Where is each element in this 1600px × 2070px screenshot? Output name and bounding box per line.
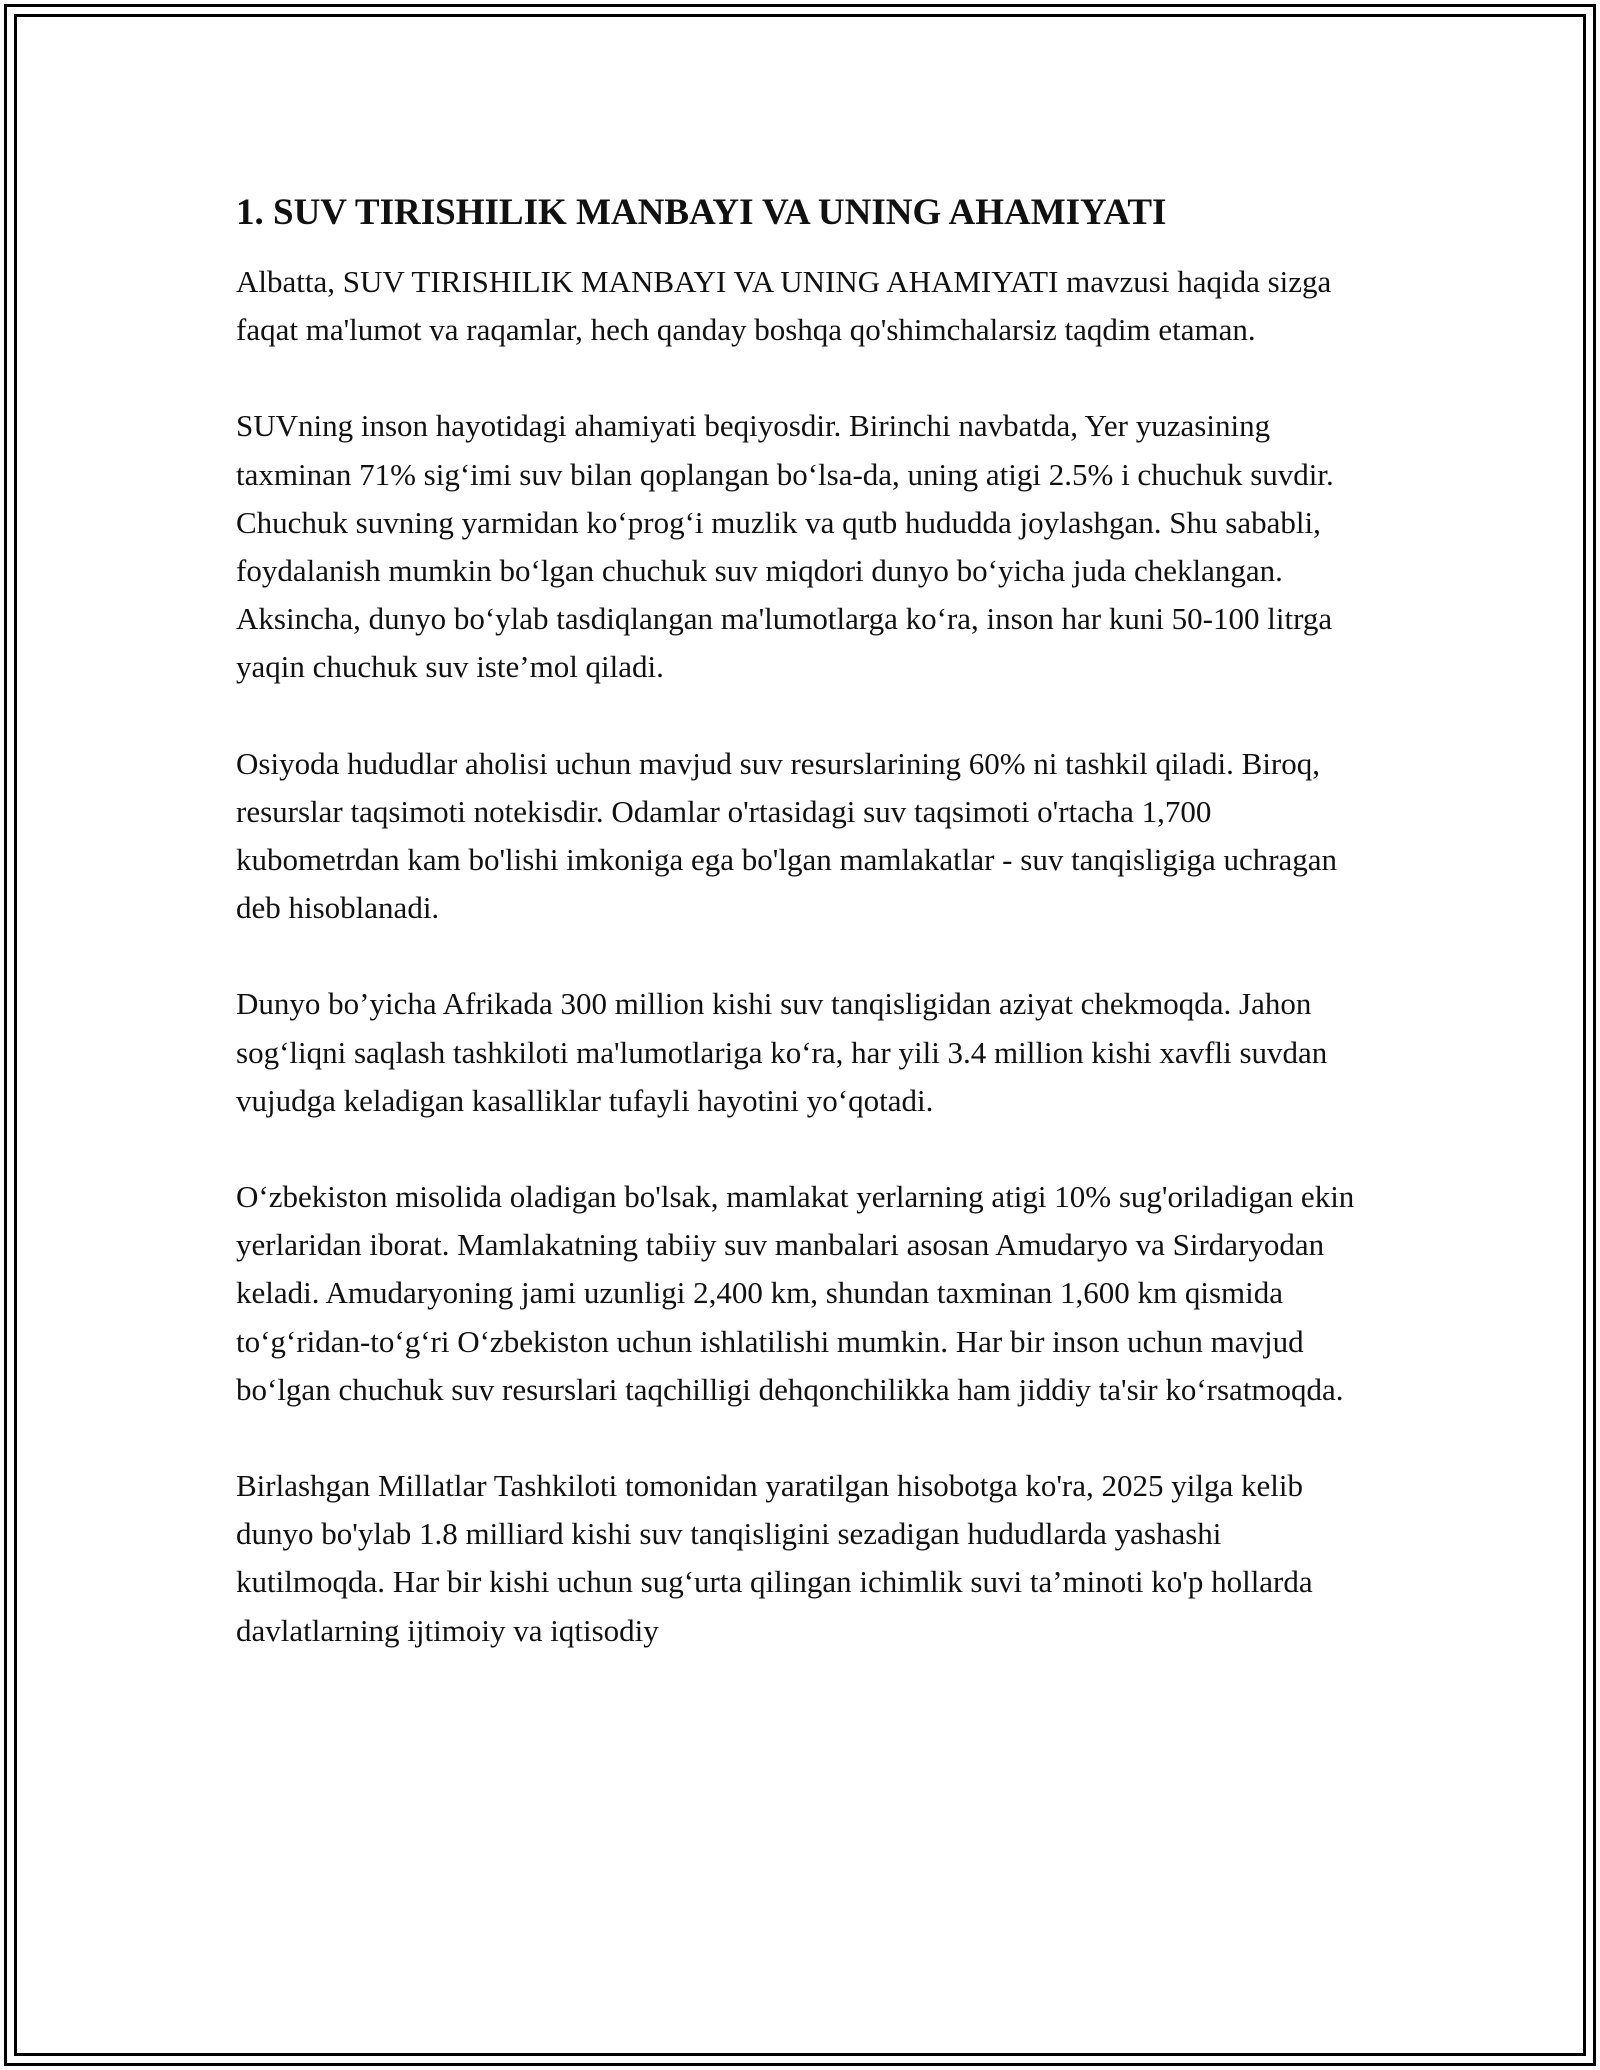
paragraph-intro: Albatta, SUV TIRISHILIK MANBAYI VA UNING AHAMIYATI mavzusi haqida sizga faqat ma'lumot va raqamlar, hech qanday boshqa qo'shimchalarsiz taqdim etaman.: [236, 264, 1332, 348]
paragraph-uzbekistan: O‘zbekiston misolida oladigan bo'lsak, mamlakat yerlarning atigi 10% sug'oriladigan ekin yerlaridan iborat. Mamlakatning tabiiy suv manbalari asosan Amudaryo va Sirdaryodan keladi. Amudaryoning jami uzunligi 2,400 km, shundan taxminan 1,600 km qismida to‘g‘ridan-to‘g‘ri O‘zbekiston uchun ishlatilishi mumkin. Har bir inson uchun mavjud bo‘lgan chuchuk suv resurslari taqchilligi dehqonchilikka ham jiddiy ta'sir ko‘rsatmoqda.: [236, 1179, 1355, 1407]
paragraph-water-importance: SUVning inson hayotidagi ahamiyati beqiyosdir. Birinchi navbatda, Yer yuzasining taxminan 71% sig‘imi suv bilan qoplangan bo‘lsa-da, uning atigi 2.5% i chuchuk suvdir. Chuchuk suvning yarmidan ko‘prog‘i muzlik va qutb hududda joylashgan. Shu sababli, foydalanish mumkin bo‘lgan chuchuk suv miqdori dunyo bo‘yicha juda cheklangan. Aksincha, dunyo bo‘ylab tasdiqlangan ma'lumotlarga ko‘ra, inson har kuni 50-100 litrga yaqin chuchuk suv iste’mol qiladi.: [236, 408, 1334, 685]
paragraph-africa-shortage: Dunyo bo’yicha Afrikada 300 million kishi suv tanqisligidan aziyat chekmoqda. Jahon sog‘liqni saqlash tashkiloti ma'lumotlariga ko‘ra, har yili 3.4 million kishi xavfli suvdan vujudga keladigan kasalliklar tufayli hayotini yo‘qotadi.: [236, 986, 1328, 1118]
document-body: [236, 186, 1376, 1703]
page-title: 1. SUV TIRISHILIK MANBAYI VA UNING AHAMIYATI: [236, 192, 1167, 233]
paragraph-asia-resources: Osiyoda hududlar aholisi uchun mavjud suv resurslarining 60% ni tashkil qiladi. Biroq, resurslar taqsimoti notekisdir. Odamlar o'rtasidagi suv taqsimoti o'rtacha 1,700 kubometrdan kam bo'lishi imkoniga ega bo'lgan mamlakatlar - suv tanqisligiga uchragan deb hisoblanadi.: [236, 745, 1338, 926]
paragraph-un-report: Birlashgan Millatlar Tashkiloti tomonidan yaratilgan hisobotga ko'ra, 2025 yilga kelib dunyo bo'ylab 1.8 milliard kishi suv tanqisligini sezadigan hududlarda yashashi kutilmoqda. Har bir kishi uchun sug‘urta qilingan ichimlik suvi ta’minoti ko'p hollarda davlatlarning ijtimoiy va iqtisodiy: [236, 1468, 1313, 1648]
